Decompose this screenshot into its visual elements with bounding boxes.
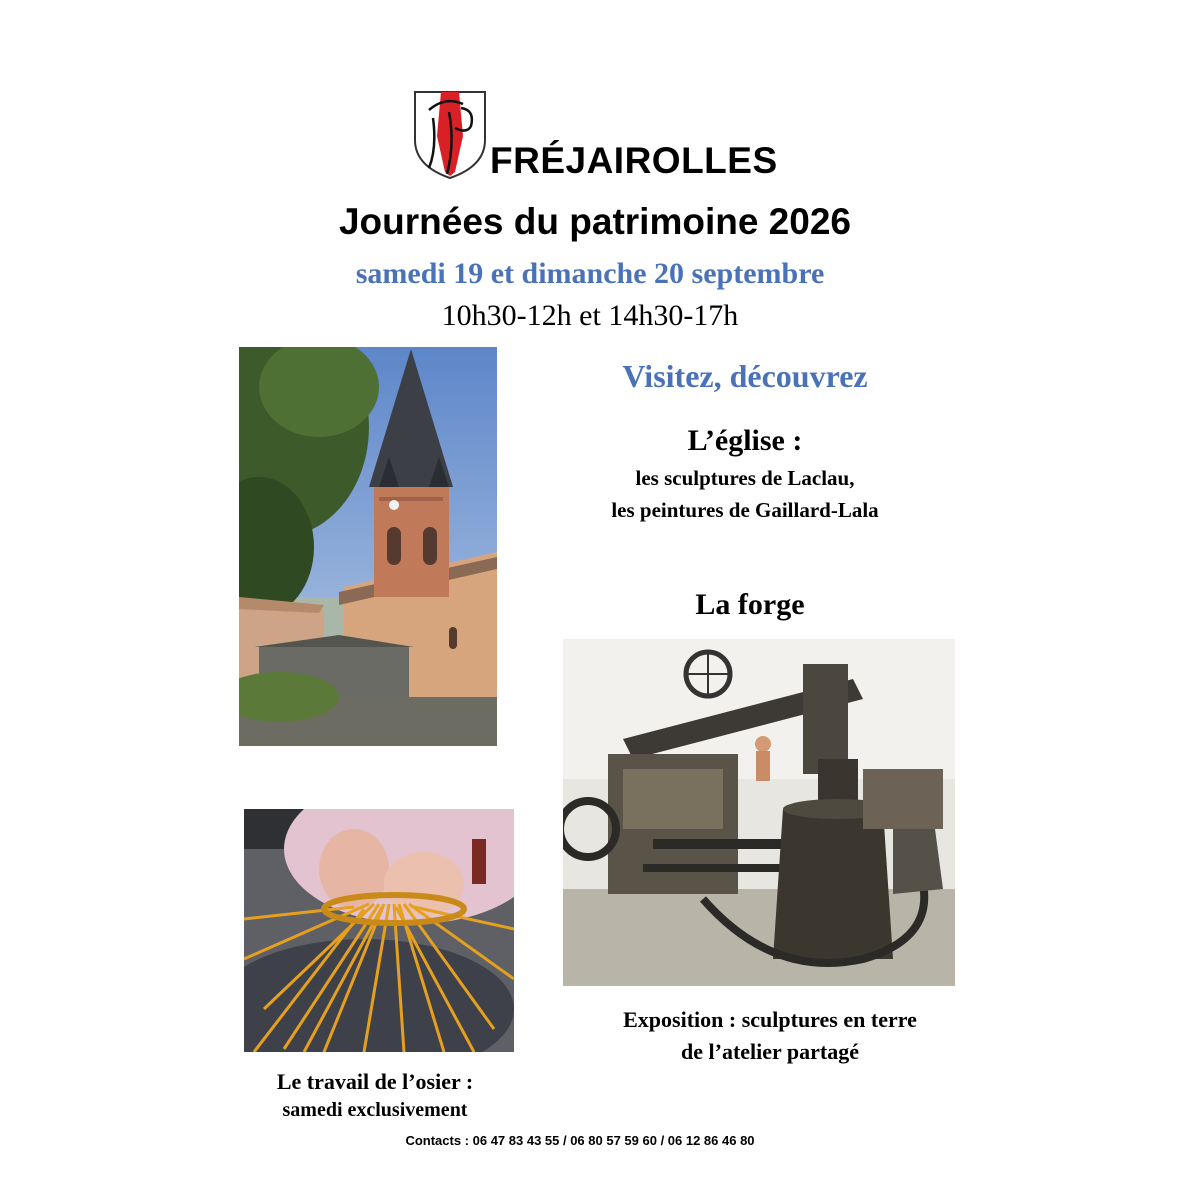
- event-dates: samedi 19 et dimanche 20 septembre: [355, 257, 825, 290]
- expo-text-line2: de l’atelier partagé: [681, 1039, 859, 1064]
- forge-photo: [563, 639, 955, 986]
- church-photo: [239, 347, 497, 746]
- forge-title: La forge: [695, 588, 805, 621]
- page-title: Journées du patrimoine 2026: [338, 201, 851, 242]
- church-sculptures-text: les sculptures de Laclau,: [635, 466, 855, 490]
- wicker-schedule: samedi exclusivement: [282, 1099, 468, 1121]
- event-hours: 10h30-12h et 14h30-17h: [441, 299, 739, 332]
- visit-headline: Visitez, découvrez: [622, 358, 868, 394]
- coat-of-arms-icon: [411, 88, 489, 182]
- church-title: L’église :: [687, 424, 803, 457]
- church-paintings-text: les peintures de Gaillard-Lala: [611, 498, 879, 522]
- contacts-footer: Contacts : 06 47 83 43 55 / 06 80 57 59 60 / 06 12 86 46 80: [405, 1133, 755, 1148]
- expo-text-line1: Exposition : sculptures en terre: [623, 1007, 917, 1032]
- town-name: FRÉJAIROLLES: [490, 140, 778, 181]
- wicker-photo: [244, 809, 514, 1052]
- wicker-title: Le travail de l’osier :: [276, 1069, 474, 1094]
